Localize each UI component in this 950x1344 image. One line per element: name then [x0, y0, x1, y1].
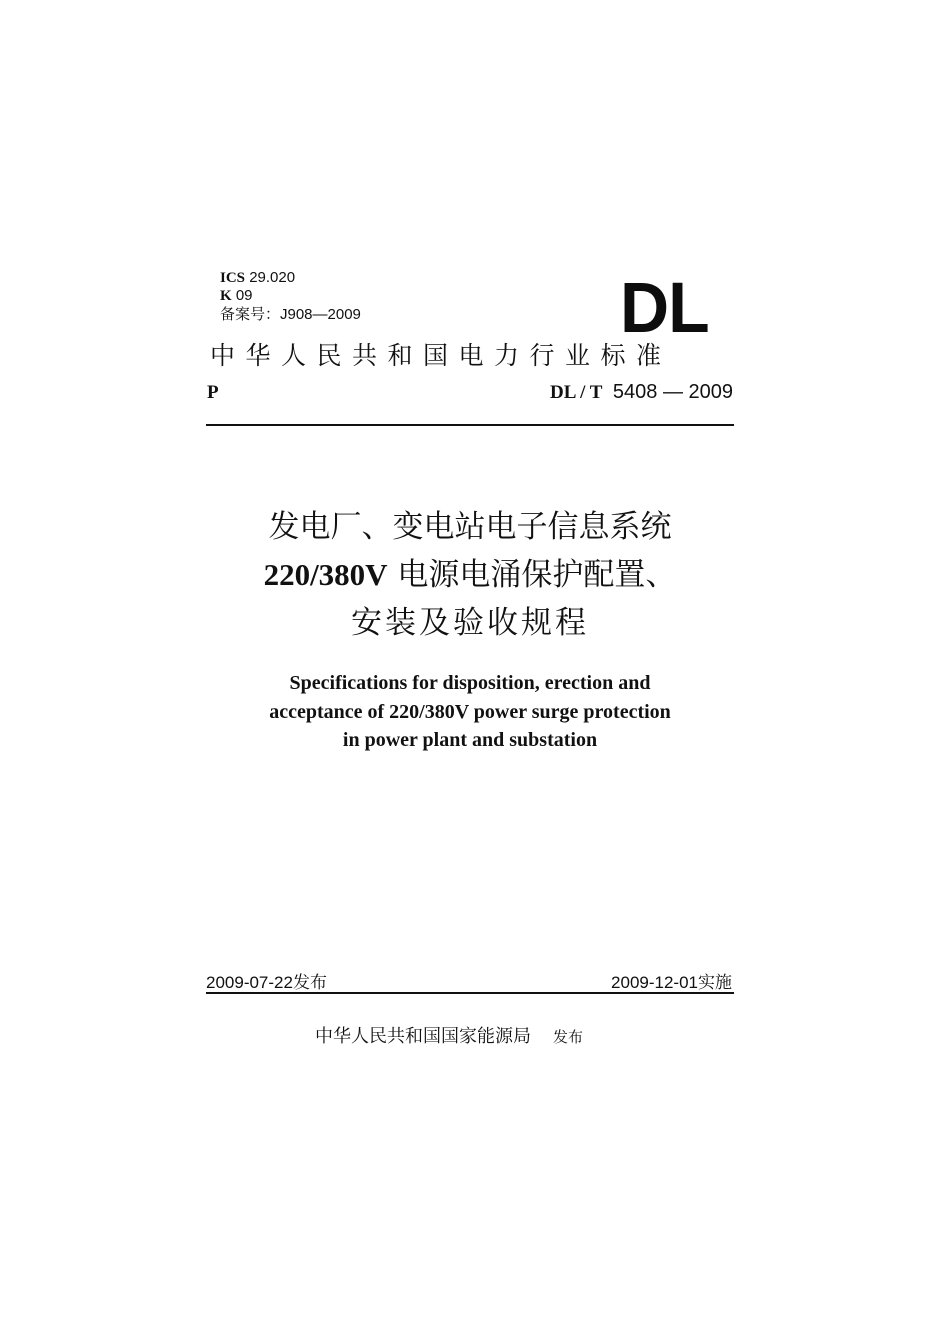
title-cn-voltage: 220/380V [263, 557, 388, 592]
standard-prefix: DL / T [549, 382, 603, 403]
class-value: 09 [235, 287, 253, 304]
implement-date: 2009-12-01实施 [611, 973, 732, 992]
title-en-line1: Specifications for disposition, erection and [289, 672, 651, 694]
ics-prefix: ICS [220, 270, 246, 286]
record-number: 备案号：J908—2009 [220, 306, 361, 323]
standard-code: 5408 — 2009 [612, 381, 733, 403]
publisher-name: 中华人民共和国国家能源局 [315, 1026, 531, 1047]
title-en-line2: acceptance of 220/380V power surge protection [269, 700, 671, 723]
title-cn-line1: 发电厂、变电站电子信息系统 [268, 509, 672, 545]
category-code: P [207, 382, 219, 403]
dl-logo: DL [620, 267, 709, 348]
title-cn-line3: 安装及验收规程 [351, 605, 589, 641]
title-en-line3: in power plant and substation [342, 729, 598, 751]
classification-code [220, 287, 253, 305]
title-cn-line2-rest: 电源电涌保护配置、 [387, 557, 677, 593]
footer-divider [206, 992, 734, 994]
title-cn [0, 503, 940, 647]
issue-date: 2009-07-22发布 [206, 973, 327, 992]
ics-value: 29.020 [249, 269, 296, 286]
publisher-suffix: 发布 [553, 1028, 584, 1046]
publisher [315, 1022, 583, 1048]
ics-code [220, 269, 295, 287]
title-cn-line2 [0, 551, 940, 599]
org-title: 中华人民共和国电力行业标准 [210, 341, 672, 370]
header-divider [206, 424, 734, 426]
class-prefix: K [220, 288, 232, 304]
standard-number [550, 381, 733, 404]
title-en [0, 669, 940, 755]
